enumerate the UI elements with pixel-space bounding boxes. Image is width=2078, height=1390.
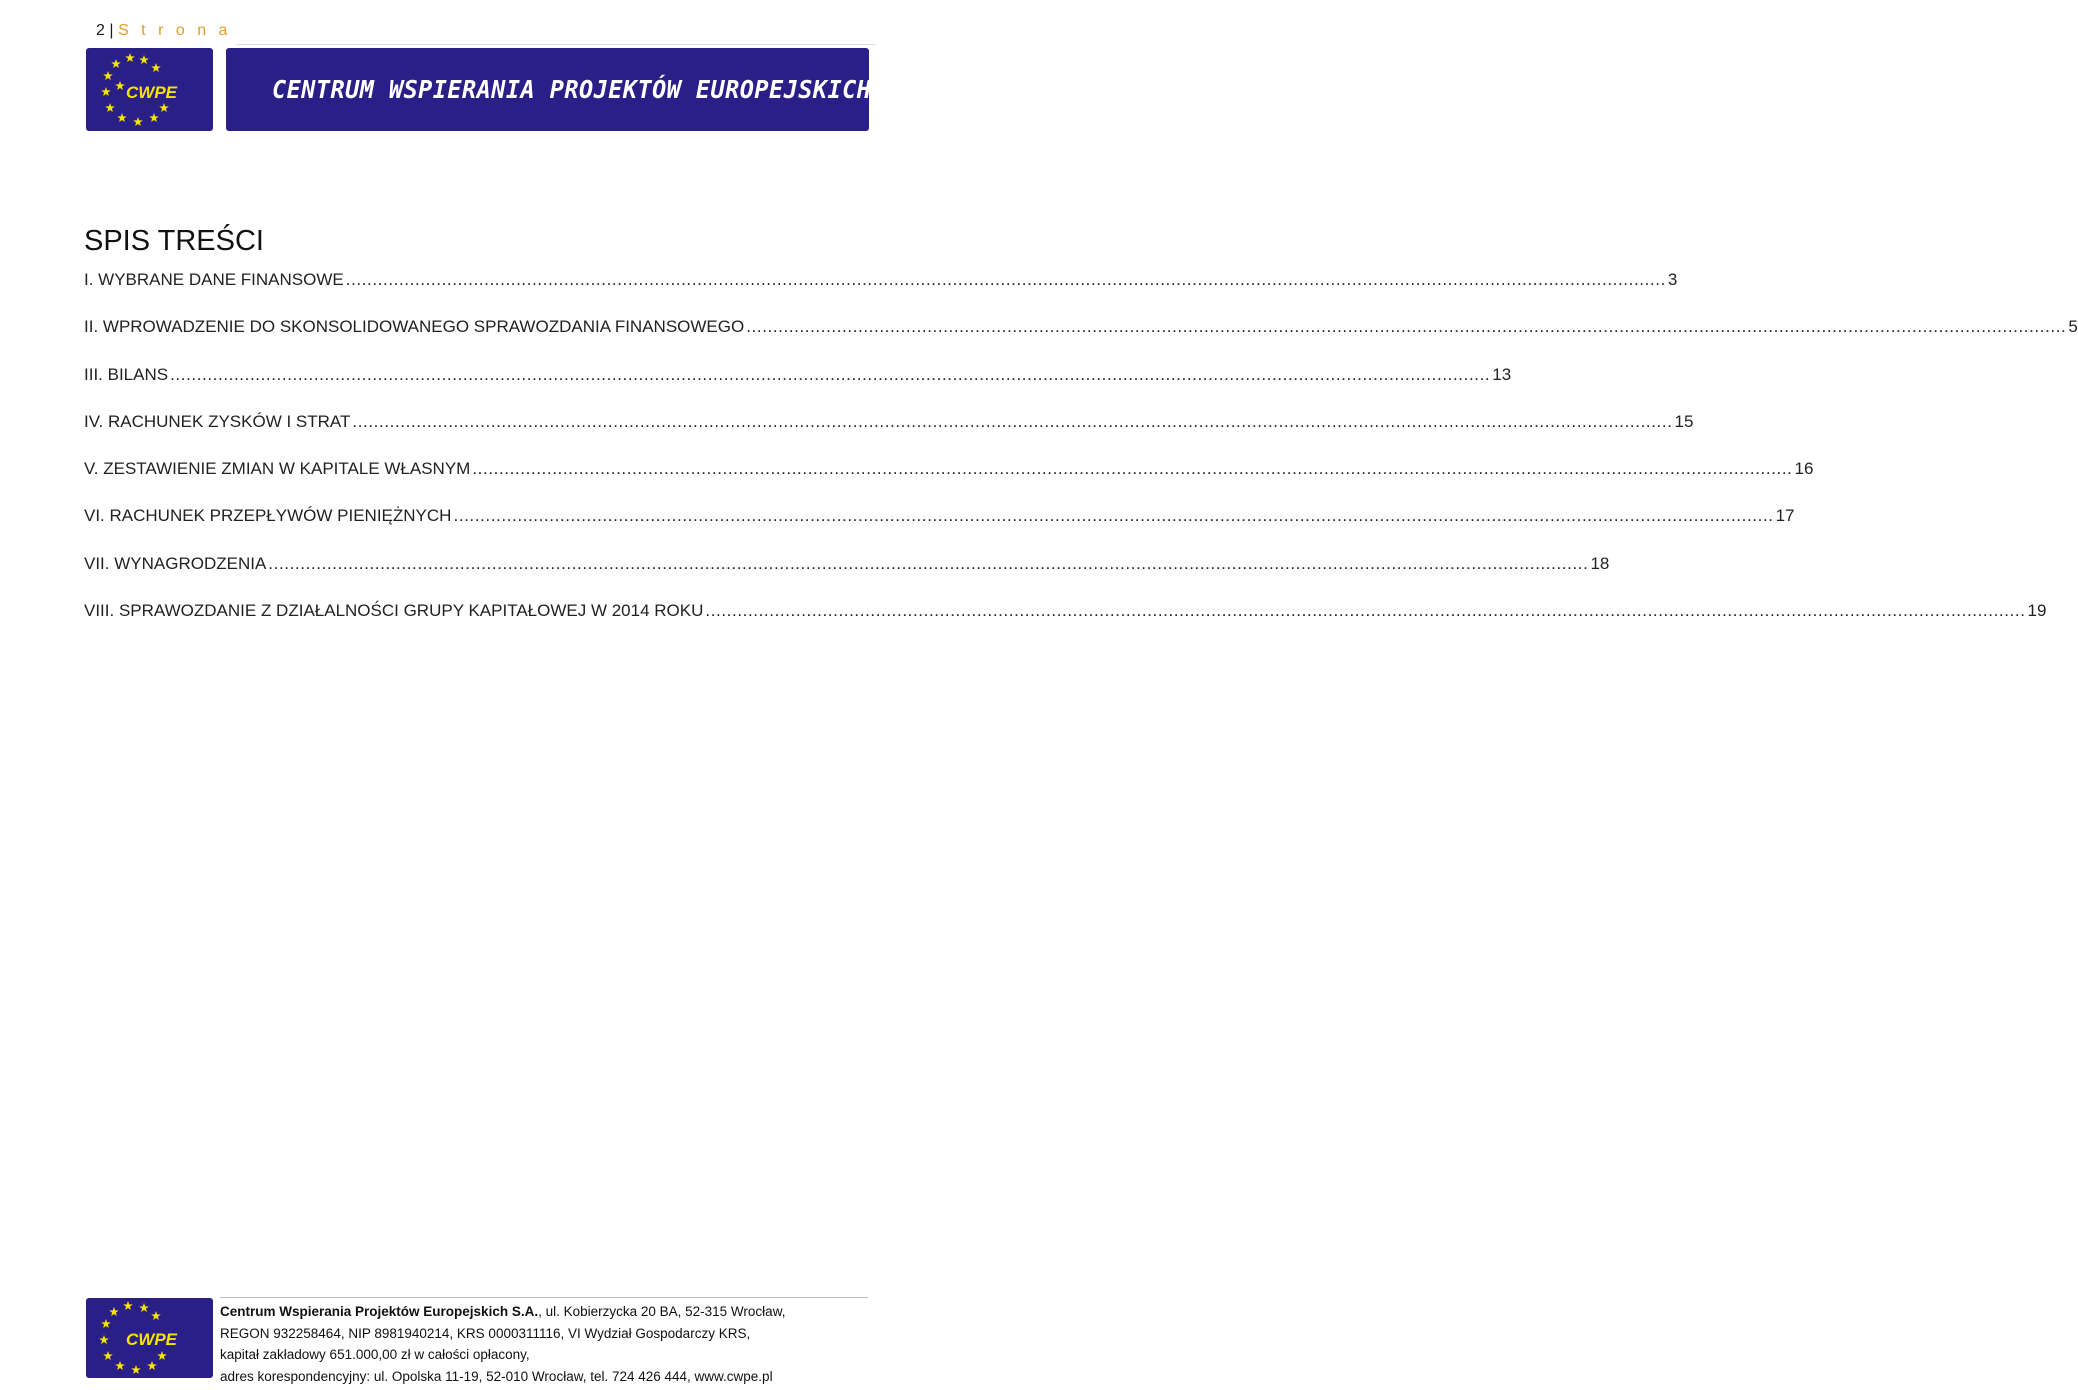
footer-line-2: REGON 932258464, NIP 8981940214, KRS 0000311116, VI Wydział Gospodarczy KRS, xyxy=(220,1325,751,1341)
cwpe-logo xyxy=(86,48,213,131)
toc-entry-label: I. WYBRANE DANE FINANSOWE xyxy=(84,270,344,289)
page-separator: | xyxy=(109,22,115,39)
footer-line-4[interactable]: adres korespondencyjny: ul. Opolska 11-19, 52-010 Wrocław, tel. 724 426 444, www.cwpe.pl xyxy=(220,1368,773,1384)
footer-address: , ul. Kobierzycka 20 BA, 52-315 Wrocław, xyxy=(538,1304,786,1319)
toc-title: SPIS TREŚCI xyxy=(84,225,264,257)
footer-cwpe-logo xyxy=(86,1298,213,1378)
page-number: 2 xyxy=(96,22,106,39)
toc-entry-page: 15 xyxy=(1674,411,1694,431)
toc-entry[interactable] xyxy=(84,601,2047,648)
toc-leader xyxy=(453,506,1773,526)
toc-entry[interactable] xyxy=(84,270,1678,317)
toc-entry[interactable] xyxy=(84,364,1512,412)
header-rule xyxy=(236,44,876,45)
toc-entry-label: III. BILANS xyxy=(84,364,169,384)
page-header xyxy=(96,22,231,40)
toc-entry[interactable] xyxy=(84,553,1610,601)
footer-company: Centrum Wspierania Projektów Europejskich S.A. xyxy=(220,1304,539,1319)
toc-entry-page: 16 xyxy=(1794,459,1814,479)
toc-entry-label: VIII. SPRAWOZDANIE Z DZIAŁALNOŚCI GRUPY KAPITAŁOWEJ W 2014 ROKU xyxy=(84,601,704,621)
toc-entry-label: IV. RACHUNEK ZYSKÓW I STRAT xyxy=(84,411,351,431)
toc-entry-page: 18 xyxy=(1590,553,1610,573)
cwpe-logo-graphic xyxy=(86,48,213,131)
toc-leader xyxy=(268,554,1588,574)
toc-entry[interactable] xyxy=(84,317,2078,364)
footer-info xyxy=(220,1301,900,1387)
toc-leader xyxy=(346,270,1666,290)
toc-entry[interactable] xyxy=(84,459,1814,506)
toc-leader xyxy=(472,459,1792,479)
toc-entry-page: 13 xyxy=(1492,364,1512,384)
toc-leader xyxy=(170,365,1490,385)
footer-logo-graphic xyxy=(86,1298,213,1378)
company-banner xyxy=(226,48,945,131)
footer-line-3: kapitał zakładowy 651.000,00 zł w całości opłacony, xyxy=(220,1347,530,1363)
toc-leader xyxy=(705,601,2025,621)
toc-entry[interactable] xyxy=(84,506,1795,553)
toc-entry-label: VI. RACHUNEK PRZEPŁYWÓW PIENIĘŻNYCH xyxy=(84,506,452,526)
toc-entry-page: 3 xyxy=(1667,270,1678,289)
toc-entry[interactable] xyxy=(84,411,1694,459)
banner-text: CENTRUM WSPIERANIA PROJEKTÓW EUROPEJSKICH S.A. xyxy=(272,75,945,104)
toc-entry-page: 5 xyxy=(2068,317,2078,337)
toc-leader xyxy=(746,317,2066,337)
toc-entry-label: V. ZESTAWIENIE ZMIAN W KAPITALE WŁASNYM xyxy=(84,459,471,479)
toc-entry-label: II. WPROWADZENIE DO SKONSOLIDOWANEGO SPRAWOZDANIA FINANSOWEGO xyxy=(84,317,745,337)
toc-entry-page: 17 xyxy=(1775,506,1795,526)
footer-rule xyxy=(220,1297,868,1298)
toc-entry-page: 19 xyxy=(2027,601,2047,621)
toc-list xyxy=(84,270,2078,648)
footer-logo-text: CWPE xyxy=(126,1330,177,1349)
logo-text: CWPE xyxy=(126,83,177,102)
toc-entry-label: VII. WYNAGRODZENIA xyxy=(84,553,267,573)
toc-leader xyxy=(352,412,1672,432)
footer-line-1 xyxy=(220,1301,900,1323)
page-word: S t r o n a xyxy=(118,22,232,39)
